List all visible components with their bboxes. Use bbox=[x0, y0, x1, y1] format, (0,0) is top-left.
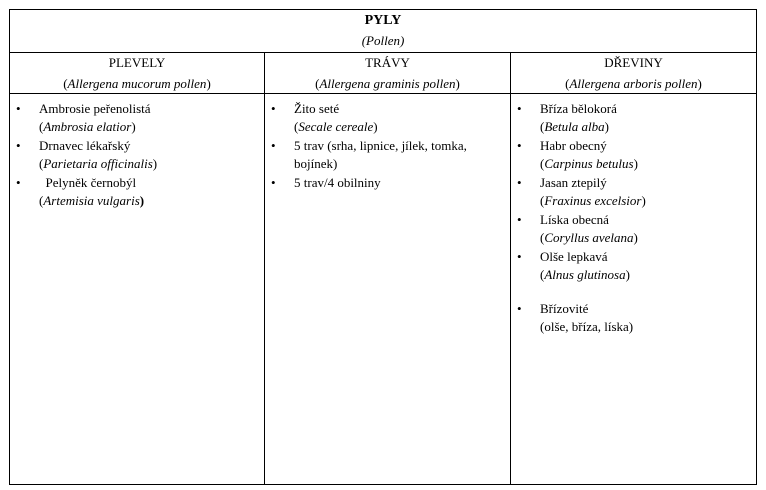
list-item: • Drnavec lékařský (Parietaria officinalis) bbox=[16, 138, 158, 171]
bullet-icon: • bbox=[271, 101, 276, 116]
bullet-icon: • bbox=[16, 101, 21, 116]
list-item: • Jasan ztepilý (Fraxinus excelsior) bbox=[517, 175, 646, 208]
column-name: TRÁVY bbox=[365, 55, 410, 70]
list-item: • Olše lepkavá (Alnus glutinosa) bbox=[517, 249, 630, 282]
bullet-icon: • bbox=[517, 175, 522, 190]
item-list bbox=[265, 100, 510, 193]
bullet-icon: • bbox=[271, 138, 276, 153]
spacer bbox=[511, 285, 756, 300]
bullet-icon: • bbox=[517, 138, 522, 153]
table-subtitle: (Pollen) bbox=[361, 33, 405, 48]
bullet-icon: • bbox=[517, 301, 522, 316]
column-trees bbox=[511, 53, 756, 484]
item-list bbox=[10, 100, 264, 211]
column-name: PLEVELY bbox=[108, 55, 166, 70]
column-weeds bbox=[10, 53, 265, 484]
bullet-icon: • bbox=[271, 175, 276, 190]
bullet-icon: • bbox=[16, 175, 21, 190]
column-header bbox=[10, 53, 264, 94]
column-latin: (Allergena arboris pollen) bbox=[565, 76, 702, 91]
list-item: • Žito seté (Secale cereale) bbox=[271, 101, 378, 134]
list-item: • 5 trav (srha, lipnice, jílek, tomka, bojínek) bbox=[271, 138, 467, 171]
table-subtitle-text: Pollen bbox=[366, 33, 400, 48]
table-header bbox=[10, 10, 756, 53]
item-list bbox=[511, 100, 756, 337]
column-latin: (Allergena graminis pollen) bbox=[315, 76, 460, 91]
list-item: • Pelyněk černobýl (Artemisia vulgaris) bbox=[16, 175, 145, 208]
list-item: • Břízovité (olše, bříza, líska) bbox=[517, 301, 634, 334]
list-item: • 5 trav/4 obilniny bbox=[271, 175, 381, 190]
list-item: • Habr obecný (Carpinus betulus) bbox=[517, 138, 638, 171]
bullet-icon: • bbox=[517, 249, 522, 264]
column-header bbox=[511, 53, 756, 94]
column-latin: (Allergena mucorum pollen) bbox=[63, 76, 211, 91]
table-title: PYLY bbox=[364, 13, 402, 28]
bullet-icon: • bbox=[517, 212, 522, 227]
bullet-icon: • bbox=[517, 101, 522, 116]
column-header bbox=[265, 53, 510, 94]
pollen-table bbox=[9, 9, 757, 485]
column-grasses bbox=[265, 53, 511, 484]
list-item: • Bříza bělokorá (Betula alba) bbox=[517, 101, 617, 134]
bullet-icon: • bbox=[16, 138, 21, 153]
list-item: • Ambrosie peřenolistá (Ambrosia elatior) bbox=[16, 101, 151, 134]
column-name: DŘEVINY bbox=[604, 55, 663, 70]
list-item: • Líska obecná (Coryllus avelana) bbox=[517, 212, 638, 245]
